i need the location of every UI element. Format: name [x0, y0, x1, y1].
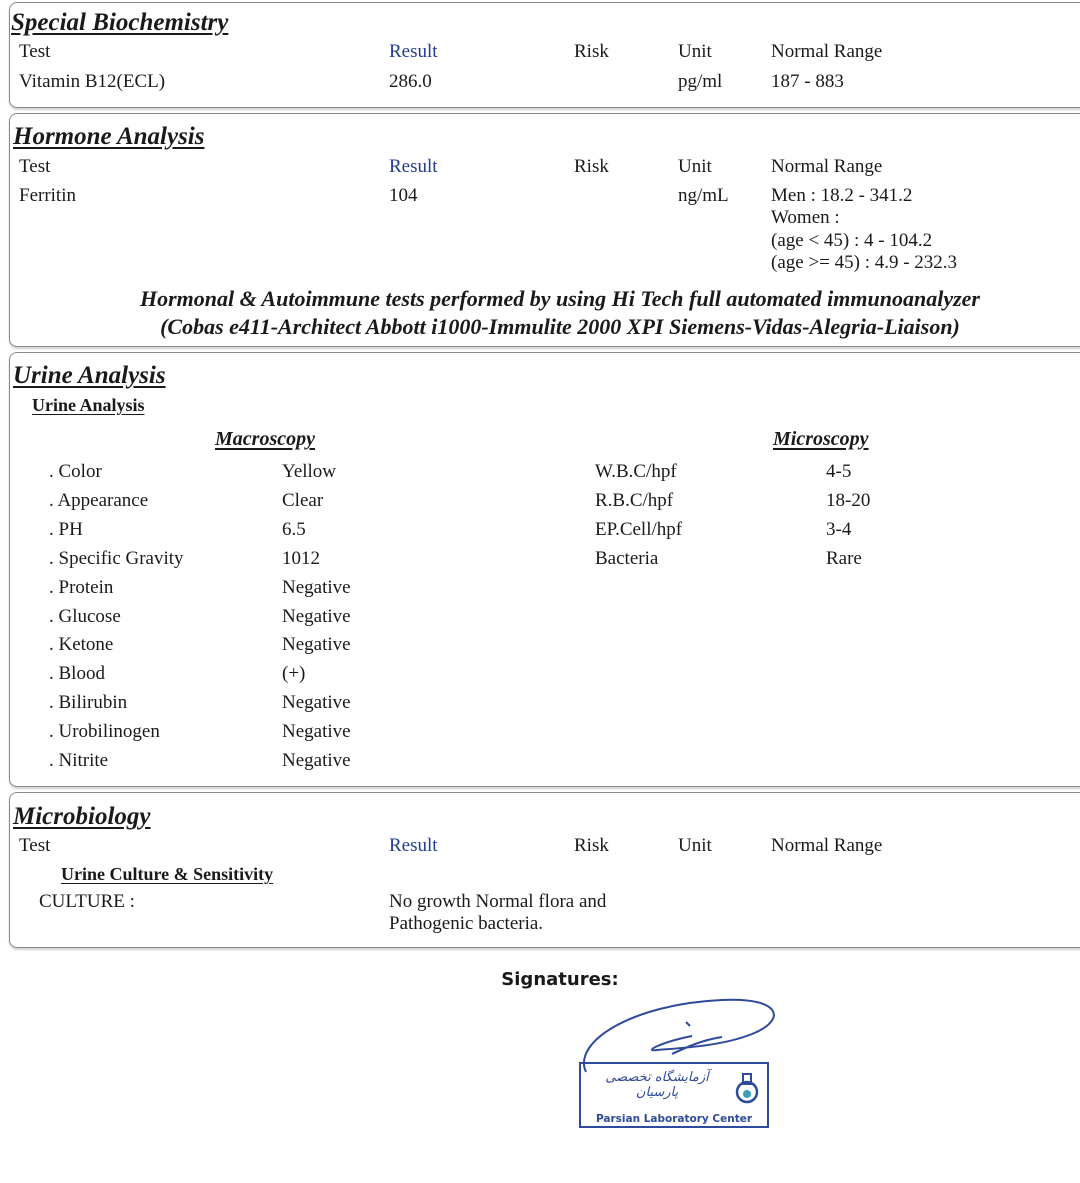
col-normal-range-header: Normal Range	[771, 41, 883, 62]
test-result: 104	[389, 185, 418, 206]
macroscopy-row-value: 6.5	[282, 518, 306, 540]
macroscopy-row-name: . Appearance	[49, 489, 149, 511]
normal-range-line: (age >= 45) : 4.9 - 232.3	[771, 252, 958, 273]
macroscopy-row-name: . Bilirubin	[49, 692, 128, 714]
macroscopy-row-value: Clear	[282, 489, 324, 511]
stamp-text: Parsian Laboratory Center	[595, 1113, 753, 1125]
macroscopy-row-value: 1012	[282, 547, 320, 569]
col-result-header: Result	[389, 835, 438, 856]
normal-range-line: (age < 45) : 4 - 104.2	[771, 230, 933, 251]
macroscopy-row-name: . PH	[49, 518, 83, 540]
urine-culture-subtitle: Urine Culture & Sensitivity	[61, 864, 274, 884]
col-result-header: Result	[389, 41, 438, 62]
macroscopy-row-name: . Glucose	[49, 605, 121, 627]
col-risk-header: Risk	[574, 156, 609, 177]
urine-analysis-title: Urine Analysis	[13, 362, 166, 389]
col-normal-range-header: Normal Range	[771, 156, 883, 177]
col-result-header: Result	[389, 156, 438, 177]
macroscopy-row-name: . Nitrite	[49, 750, 109, 771]
microscopy-row-value: 3-4	[826, 518, 852, 540]
microscopy-row-name: R.B.C/hpf	[595, 489, 674, 511]
macroscopy-row-value: (+)	[282, 663, 306, 685]
macroscopy-row-name: . Ketone	[49, 634, 114, 656]
microscopy-row-value: 4-5	[826, 461, 852, 482]
col-unit-header: Unit	[678, 835, 712, 856]
normal-range-line: Men : 18.2 - 341.2	[771, 185, 913, 206]
microscopy-row-value: Rare	[826, 547, 862, 569]
special-biochemistry-title: Special Biochemistry	[11, 9, 229, 36]
col-unit-header: Unit	[678, 41, 712, 62]
test-name: Vitamin B12(ECL)	[19, 71, 166, 92]
macroscopy-row-name: . Protein	[49, 576, 114, 598]
col-normal-range-header: Normal Range	[771, 835, 883, 856]
microscopy-row-name: Bacteria	[595, 547, 659, 569]
culture-label: CULTURE :	[39, 891, 135, 912]
col-test-header: Test	[19, 156, 51, 177]
analyzer-note: (Cobas e411-Architect Abbott i1000-Immulite 2000 XPI Siemens-Vidas-Alegria-Liaison)	[160, 314, 960, 339]
col-unit-header: Unit	[678, 156, 712, 177]
lab-flask-icon	[731, 1072, 761, 1106]
stamp-logo-text: آزمایشگاه تخصصی پارسیان	[605, 1070, 709, 1100]
test-unit: ng/mL	[678, 185, 729, 206]
microscopy-title: Microscopy	[773, 428, 869, 450]
col-risk-header: Risk	[574, 835, 609, 856]
macroscopy-row-name: . Blood	[49, 663, 105, 685]
hormone-analysis-title: Hormone Analysis	[13, 123, 205, 150]
col-test-header: Test	[19, 41, 51, 62]
microscopy-row-name: EP.Cell/hpf	[595, 518, 683, 540]
macroscopy-row-name: . Color	[49, 461, 102, 482]
macroscopy-row-value: Negative	[282, 750, 351, 771]
test-unit: pg/ml	[678, 71, 723, 92]
col-risk-header: Risk	[574, 41, 609, 62]
macroscopy-row-value: Negative	[282, 605, 351, 627]
signatures-title: Signatures:	[501, 969, 619, 990]
culture-result-line: Pathogenic bacteria.	[389, 913, 544, 934]
test-normal-range: 187 - 883	[771, 71, 844, 92]
macroscopy-row-value: Yellow	[282, 461, 337, 482]
macroscopy-row-name: . Specific Gravity	[49, 547, 184, 569]
microscopy-row-name: W.B.C/hpf	[595, 461, 677, 482]
normal-range-line: Women :	[771, 207, 840, 228]
test-result: 286.0	[389, 71, 432, 92]
macroscopy-row-value: Negative	[282, 576, 351, 598]
urine-analysis-subtitle: Urine Analysis	[32, 395, 145, 415]
microbiology-title: Microbiology	[13, 803, 151, 830]
macroscopy-row-value: Negative	[282, 721, 351, 743]
microscopy-row-value: 18-20	[826, 489, 871, 511]
macroscopy-row-value: Negative	[282, 634, 351, 656]
macroscopy-row-name: . Urobilinogen	[49, 721, 160, 743]
col-test-header: Test	[19, 835, 51, 856]
analyzer-note: Hormonal & Autoimmune tests performed by using Hi Tech full automated immunoanalyzer	[140, 286, 980, 311]
test-name: Ferritin	[19, 185, 76, 206]
macroscopy-title: Macroscopy	[215, 428, 315, 450]
culture-result-line: No growth Normal flora and	[389, 891, 607, 912]
laboratory-stamp	[579, 1062, 769, 1128]
macroscopy-row-value: Negative	[282, 692, 351, 714]
